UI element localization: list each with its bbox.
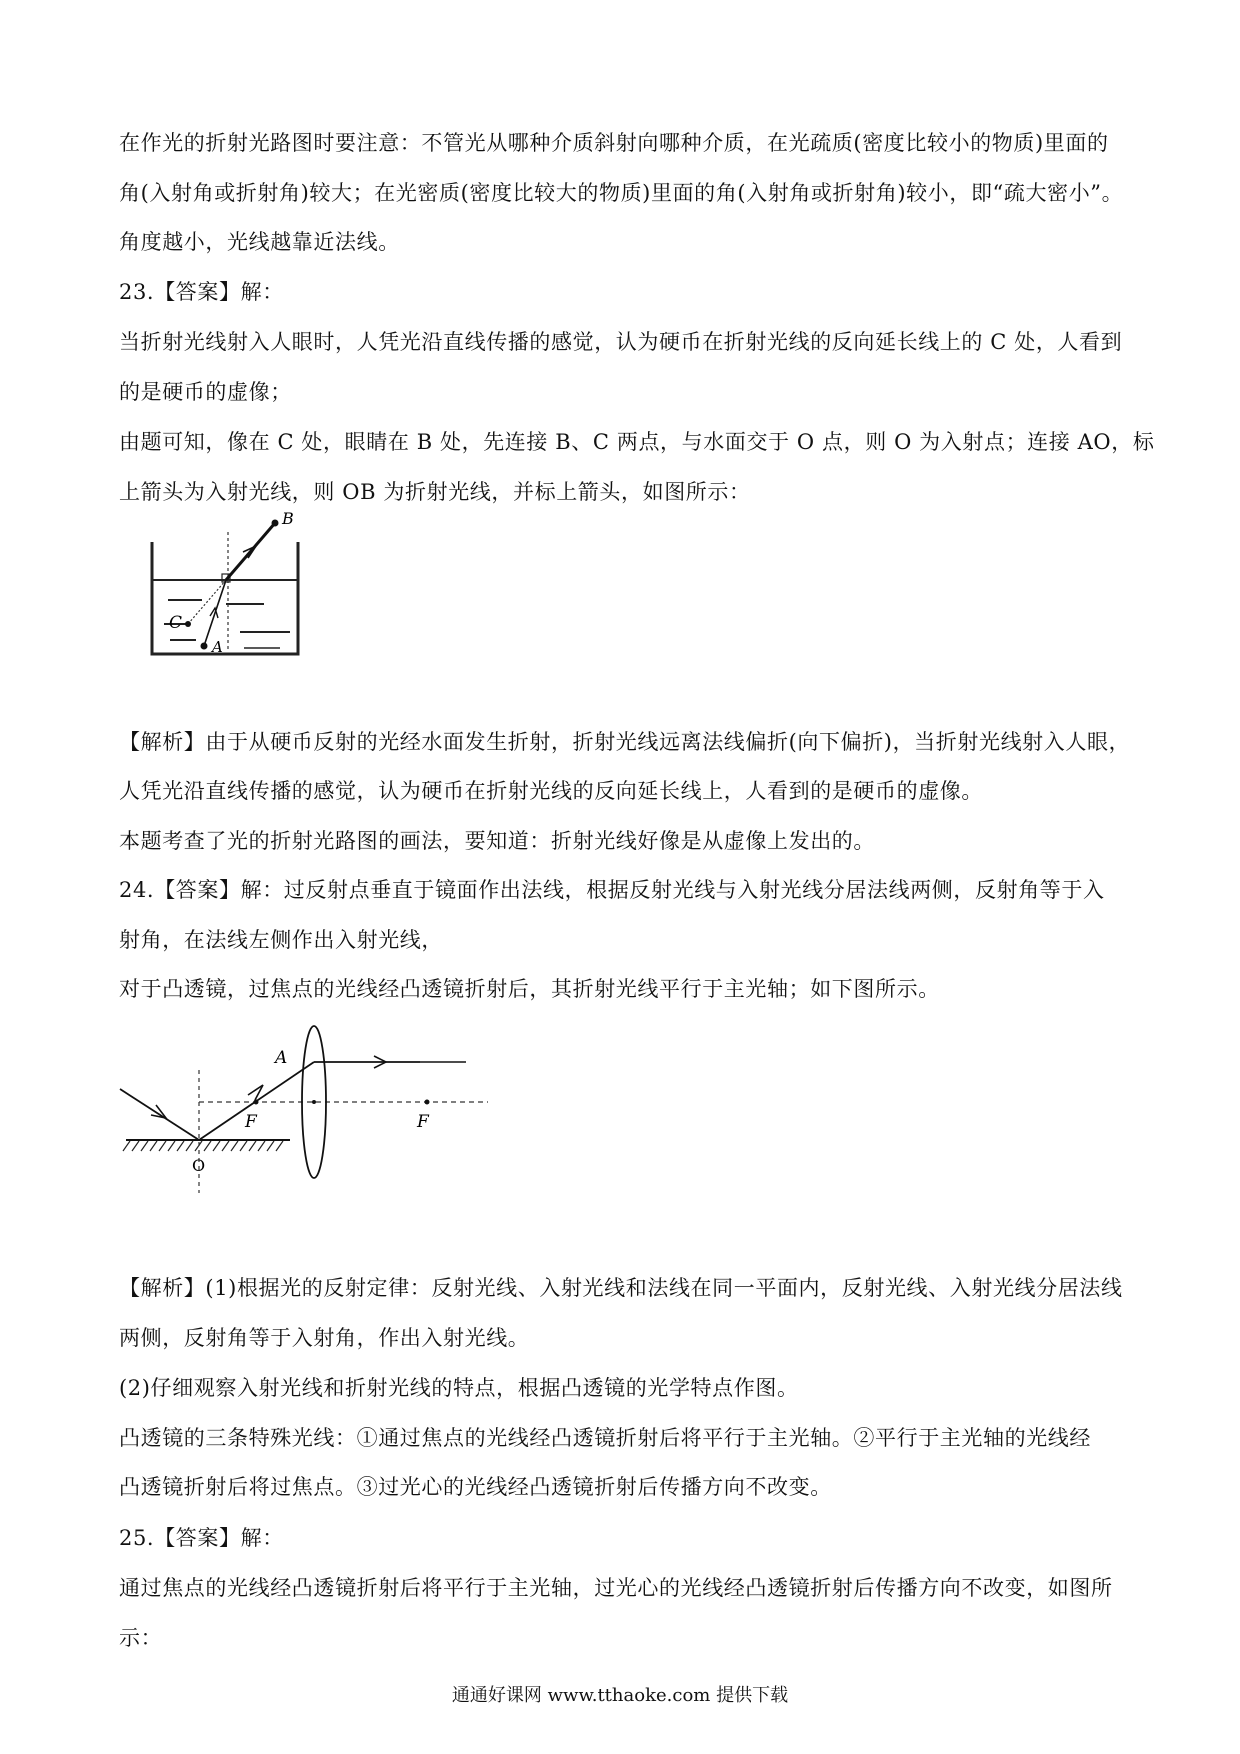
analysis-line: 【解析】(1)根据光的反射定律：反射光线、入射光线和法线在同一平面内，反射光线、入射光线分居法线 — [119, 1276, 1123, 1300]
answer-heading-23: 23.【答案】解： — [119, 280, 284, 304]
page-footer: 通通好课网 www.tthaoke.com 提供下载 — [451, 1685, 789, 1706]
text-line: 本题考查了光的折射光路图的画法，要知道：折射光线好像是从虚像上发出的。 — [119, 829, 875, 853]
text-line: 示： — [119, 1626, 163, 1650]
answer-heading-25: 25.【答案】解： — [119, 1526, 284, 1550]
text-line: 的是硬币的虚像； — [119, 380, 292, 404]
point-label-o: O — [192, 1156, 206, 1175]
point-label-a: A — [275, 1048, 288, 1068]
text-line: 角度越小，光线越靠近法线。 — [119, 230, 400, 254]
lens-diagram — [118, 1025, 498, 1200]
text-line: (2)仔细观察入射光线和折射光线的特点，根据凸透镜的光学特点作图。 — [119, 1376, 799, 1400]
text-line: 对于凸透镜，过焦点的光线经凸透镜折射后，其折射光线平行于主光轴；如下图所示。 — [119, 977, 940, 1001]
text-line: 角(入射角或折射角)较大；在光密质(密度比较大的物质)里面的角(入射角或折射角)较小，即“疏大密小”。 — [119, 181, 1124, 205]
focus-label-left: F — [245, 1112, 257, 1132]
text-line: 人凭光沿直线传播的感觉，认为硬币在折射光线的反向延长线上，人看到的是硬币的虚像。 — [119, 779, 983, 803]
text-line: 在作光的折射光路图时要注意：不管光从哪种介质斜射向哪种介质，在光疏质(密度比较小的物质)里面的 — [119, 131, 1109, 155]
text-line: 通过焦点的光线经凸透镜折射后将平行于主光轴，过光心的光线经凸透镜折射后传播方向不改变，如图所 — [119, 1576, 1113, 1600]
text-line: 射角，在法线左侧作出入射光线， — [119, 928, 443, 952]
text-line: 由题可知，像在 C 处，眼睛在 B 处，先连接 B、C 两点，与水面交于 O 点，则 O 为入射点；连接 AO，标 — [119, 430, 1155, 454]
text-line: 两侧，反射角等于入射角，作出入射光线。 — [119, 1326, 530, 1350]
text-line: 上箭头为入射光线，则 OB 为折射光线，并标上箭头，如图所示： — [119, 480, 751, 504]
point-label-b: B — [282, 512, 294, 528]
analysis-line: 【解析】由于从硬币反射的光经水面发生折射，折射光线远离法线偏折(向下偏折)，当折射光线射入人眼， — [119, 730, 1131, 754]
focus-label-right: F — [417, 1112, 429, 1132]
text-line: 凸透镜折射后将过焦点。③过光心的光线经凸透镜折射后传播方向不改变。 — [119, 1475, 832, 1499]
refraction-diagram — [140, 512, 320, 667]
text-line: 当折射光线射入人眼时，人凭光沿直线传播的感觉，认为硬币在折射光线的反向延长线上的 C 处，人看到 — [119, 330, 1123, 354]
point-label-a: A — [212, 638, 223, 656]
answer-heading-24: 24.【答案】解：过反射点垂直于镜面作出法线，根据反射光线与入射光线分居法线两侧，反射角等于入 — [119, 878, 1105, 902]
point-label-c: C — [169, 613, 183, 633]
text-line: 凸透镜的三条特殊光线：①通过焦点的光线经凸透镜折射后将平行于主光轴。②平行于主光轴的光线经 — [119, 1426, 1091, 1450]
